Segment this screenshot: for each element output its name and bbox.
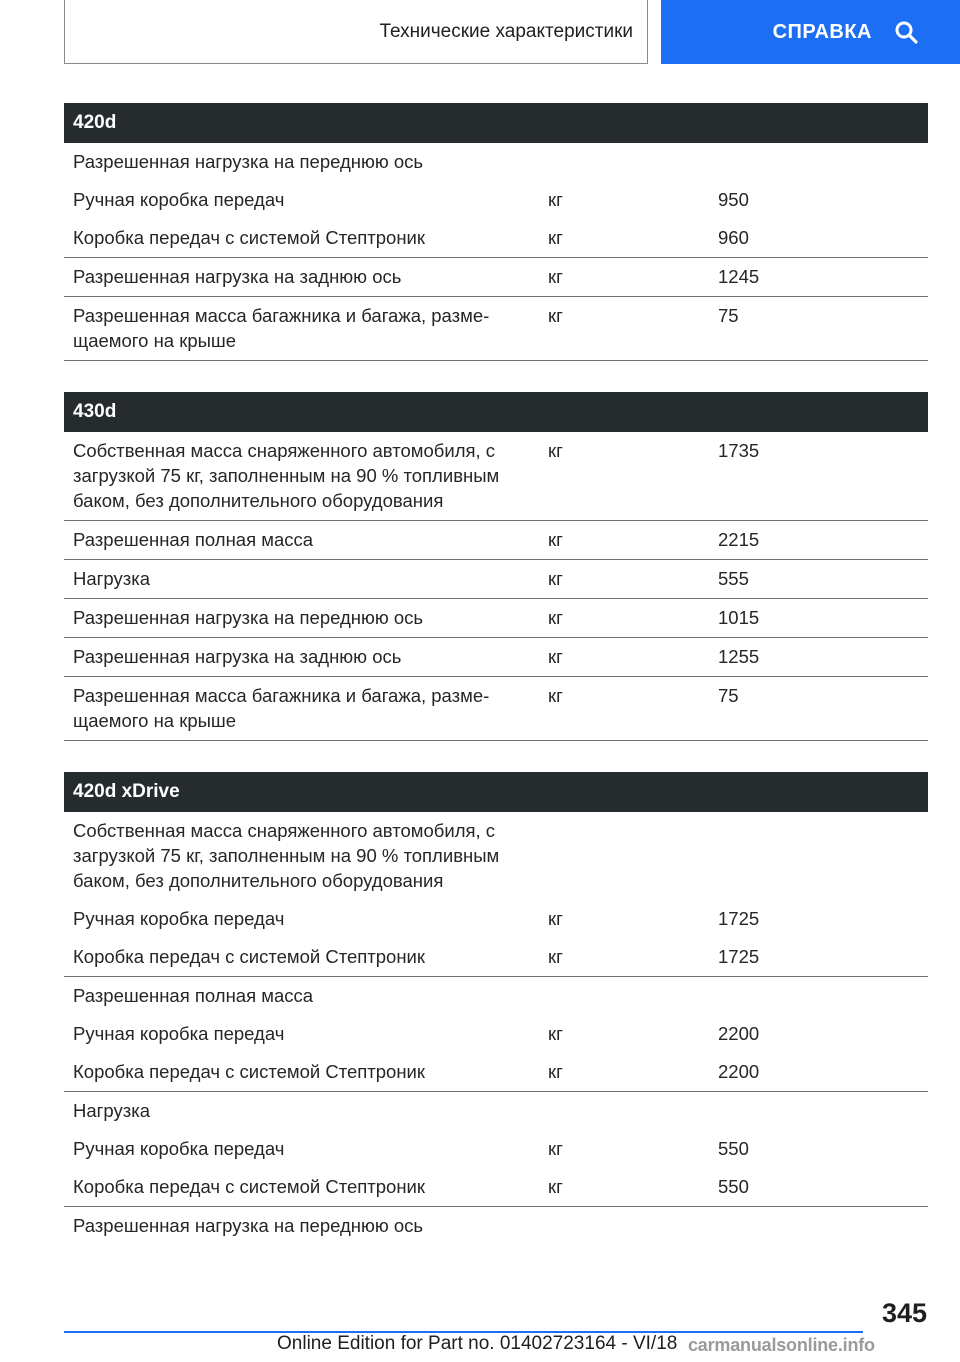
row-unit: кг xyxy=(548,305,563,326)
row-unit xyxy=(538,1207,710,1245)
edition-text: Online Edition for Part no. 01402723164 - VI/18 xyxy=(277,1333,678,1354)
row-unit: кг xyxy=(548,189,563,210)
row-value: 1015 xyxy=(718,607,760,628)
row-label: Разрешенная нагрузка на переднюю ось xyxy=(73,607,424,628)
row-value xyxy=(710,812,928,900)
help-button[interactable] xyxy=(661,0,960,64)
row-label: Ручная коробка передач xyxy=(73,1138,285,1159)
table-row xyxy=(64,900,928,938)
row-value: 75 xyxy=(718,685,739,706)
table-row xyxy=(64,1015,928,1053)
row-unit: кг xyxy=(548,946,563,967)
chapter-title-text: Технические характеристики xyxy=(379,20,633,42)
row-unit: кг xyxy=(548,685,563,706)
table-row xyxy=(64,1053,928,1092)
row-unit xyxy=(538,977,710,1015)
table-row xyxy=(64,977,928,1015)
row-value: 1735 xyxy=(718,440,760,461)
row-value: 1255 xyxy=(718,646,760,667)
row-value xyxy=(710,143,928,181)
row-value: 1725 xyxy=(718,946,760,967)
row-value xyxy=(710,1092,928,1130)
row-unit: кг xyxy=(548,1023,563,1044)
row-value: 75 xyxy=(718,305,739,326)
table-row xyxy=(64,560,928,599)
row-label: Разрешенная полная масса xyxy=(73,985,314,1006)
row-label: Разрешенная полная масса xyxy=(73,529,314,550)
row-label: Разрешенная нагрузка на заднюю ось xyxy=(73,646,402,667)
row-label: Нагрузка xyxy=(73,1100,150,1121)
row-unit: кг xyxy=(548,529,563,550)
row-unit: кг xyxy=(548,1138,563,1159)
table-row xyxy=(64,258,928,297)
table-row xyxy=(64,521,928,560)
table-row xyxy=(64,1092,928,1130)
page-number: 345 xyxy=(881,1298,927,1328)
section-header: 420d xDrive xyxy=(64,772,928,812)
table-row xyxy=(64,1168,928,1207)
search-icon[interactable] xyxy=(894,20,918,44)
row-unit: кг xyxy=(548,440,563,461)
row-value: 2215 xyxy=(718,529,760,550)
spec-section xyxy=(64,392,928,741)
row-value: 960 xyxy=(718,227,749,248)
row-value xyxy=(710,1207,928,1245)
row-label: Собственная масса снаряженного автомобиля, с загрузкой 75 кг, заполненным на 90 % топливным баком, без дополнительного оборудования xyxy=(73,820,500,891)
spec-content xyxy=(64,103,928,1276)
row-value: 1245 xyxy=(718,266,760,287)
row-unit xyxy=(538,143,710,181)
row-label: Разрешенная нагрузка на переднюю ось xyxy=(73,151,424,172)
row-value xyxy=(710,977,928,1015)
row-value: 555 xyxy=(718,568,749,589)
section-header: 420d xyxy=(64,103,928,143)
row-unit: кг xyxy=(548,227,563,248)
row-label: Коробка передач с системой Стептроник xyxy=(73,1176,425,1197)
table-row xyxy=(64,638,928,677)
row-value: 2200 xyxy=(718,1061,760,1082)
table-row xyxy=(64,1207,928,1245)
row-value: 2200 xyxy=(718,1023,760,1044)
row-label: Ручная коробка передач xyxy=(73,189,285,210)
row-unit xyxy=(538,812,710,900)
spec-section xyxy=(64,103,928,361)
table-row xyxy=(64,599,928,638)
table-row xyxy=(64,432,928,521)
row-label: Коробка передач с системой Стептроник xyxy=(73,946,425,967)
row-unit: кг xyxy=(548,266,563,287)
row-label: Коробка передач с системой Стептроник xyxy=(73,1061,425,1082)
table-row xyxy=(64,938,928,977)
row-label: Собственная масса снаряженного автомобиля, с загрузкой 75 кг, заполненным на 90 % топливным баком, без дополнительного оборудования xyxy=(73,440,500,511)
watermark-text: carmanualsonline.info xyxy=(688,1335,875,1355)
row-value: 950 xyxy=(718,189,749,210)
table-row xyxy=(64,297,928,361)
row-unit: кг xyxy=(548,908,563,929)
row-label: Ручная коробка передач xyxy=(73,908,285,929)
row-label: Ручная коробка передач xyxy=(73,1023,285,1044)
row-label: Разрешенная масса багажника и багажа, размещаемого на крыше xyxy=(73,305,490,351)
table-row xyxy=(64,219,928,258)
table-row xyxy=(64,677,928,741)
row-unit xyxy=(538,1092,710,1130)
row-unit: кг xyxy=(548,1061,563,1082)
row-label: Разрешенная масса багажника и багажа, размещаемого на крыше xyxy=(73,685,490,731)
table-row xyxy=(64,143,928,181)
spec-section xyxy=(64,772,928,1245)
table-row xyxy=(64,1130,928,1168)
row-unit: кг xyxy=(548,568,563,589)
row-label: Нагрузка xyxy=(73,568,150,589)
chapter-title xyxy=(64,0,648,64)
table-row xyxy=(64,181,928,219)
row-value: 550 xyxy=(718,1176,749,1197)
row-unit: кг xyxy=(548,1176,563,1197)
section-header: 430d xyxy=(64,392,928,432)
row-label: Разрешенная нагрузка на заднюю ось xyxy=(73,266,402,287)
row-label: Разрешенная нагрузка на переднюю ось xyxy=(73,1215,424,1236)
row-unit: кг xyxy=(548,607,563,628)
row-label: Коробка передач с системой Стептроник xyxy=(73,227,425,248)
row-unit: кг xyxy=(548,646,563,667)
row-value: 1725 xyxy=(718,908,760,929)
table-row xyxy=(64,812,928,900)
help-button-label: СПРАВКА xyxy=(772,20,872,43)
row-value: 550 xyxy=(718,1138,749,1159)
